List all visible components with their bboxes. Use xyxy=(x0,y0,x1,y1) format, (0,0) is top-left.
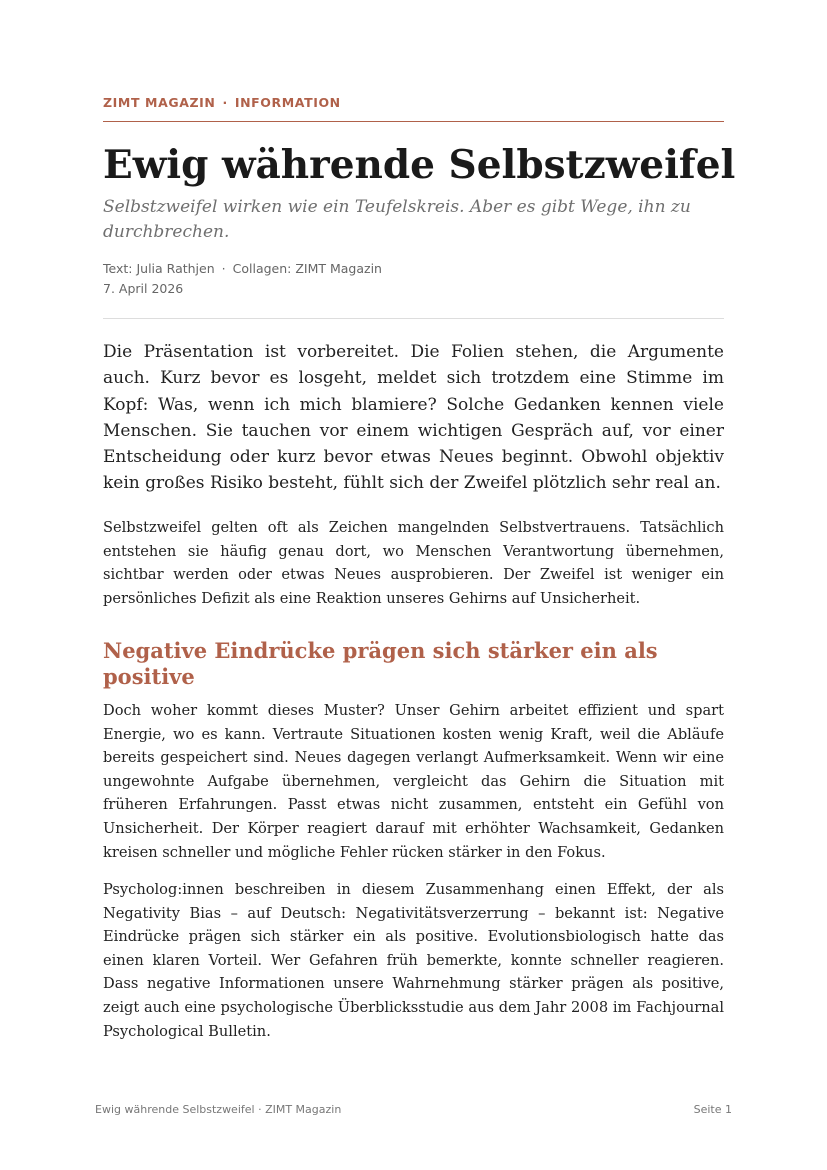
body-paragraph-2: Doch woher kommt dieses Muster? Unser Gehirn arbeitet effizient und spart Energie, wo es kann. Vertraute Situationen kosten wenig Kraft, weil die Abläufe bereits gespeichert sind. Neues dagegen verlangt Aufmerksamkeit. Wenn wir eine ungewohnte Aufgabe übernehmen, vergleicht das Gehirn die Situation mit früheren Erfahrungen. Passt etwas nicht zusammen, entsteht ein Gefühl von Unsicherheit. Der Körper reagiert darauf mit erhöhter Wachsamkeit, Gedanken kreisen schneller und mögliche Fehler rücken stärker in den Fokus. xyxy=(103,702,724,861)
lead-paragraph: Die Präsentation ist vorbereitet. Die Folien stehen, die Argumente auch. Kurz bevor es losgeht, meldet sich trotzdem eine Stimme im Kopf: Was, wenn ich mich blamiere? Solche Gedanken kennen viele Menschen. Sie tauchen vor einem wichtigen Gespräch auf, vor einer Entscheidung oder kurz bevor etwas Neues beginnt. Obwohl objektiv kein großes Risiko besteht, fühlt sich der Zweifel plötzlich sehr real an. xyxy=(103,342,724,494)
byline-collagen: Collagen: ZIMT Magazin xyxy=(232,261,382,276)
kicker-separator: · xyxy=(222,95,228,110)
meta-divider xyxy=(103,318,724,319)
page-number: Seite 1 xyxy=(693,1103,732,1116)
body-paragraph-1: Selbstzweifel gelten oft als Zeichen mangelnden Selbstvertrauens. Tatsächlich entstehen sie häufig genau dort, wo Menschen Verantwortung übernehmen, sichtbar werden oder etwas Neues ausprobieren. Der Zweifel ist weniger ein persönliches Defizit als eine Reaktion unseres Gehirns auf Unsicherheit. xyxy=(103,519,724,607)
publish-date: 7. April 2026 xyxy=(103,281,184,296)
section-name: INFORMATION xyxy=(234,95,341,110)
header-rule xyxy=(103,121,724,122)
article-subtitle: Selbstzweifel wirken wie ein Teufelskreis. Aber es gibt Wege, ihn zu durchbrechen. xyxy=(103,197,691,242)
byline-author: Text: Julia Rathjen xyxy=(103,261,215,276)
footer-title: Ewig währende Selbstzweifel · ZIMT Magazin xyxy=(95,1103,342,1116)
article-title: Ewig währende Selbstzweifel xyxy=(103,142,736,188)
body-paragraph-3: Psycholog:innen beschreiben in diesem Zusammenhang einen Effekt, der als Negativity Bias – auf Deutsch: Negativitätsverzerrung – bekannt ist: Negative Eindrücke prägen sich stärker ein als positive. Evolutionsbiologisch hatte das einen klaren Vorteil. Wer Gefahren früh bemerkte, konnte schneller reagieren. Dass negative Informationen unsere Wahrnehmung stärker prägen als positive, zeigt auch eine psychologische Überblicksstudie aus dem Jahr 2008 im Fachjournal Psychological Bulletin. xyxy=(103,881,724,1040)
byline-separator: · xyxy=(221,261,226,276)
magazine-name: ZIMT MAGAZIN xyxy=(103,95,216,110)
section-heading: Negative Eindrücke prägen sich stärker ein als positive xyxy=(103,638,658,689)
byline xyxy=(103,260,382,278)
kicker xyxy=(103,95,341,110)
